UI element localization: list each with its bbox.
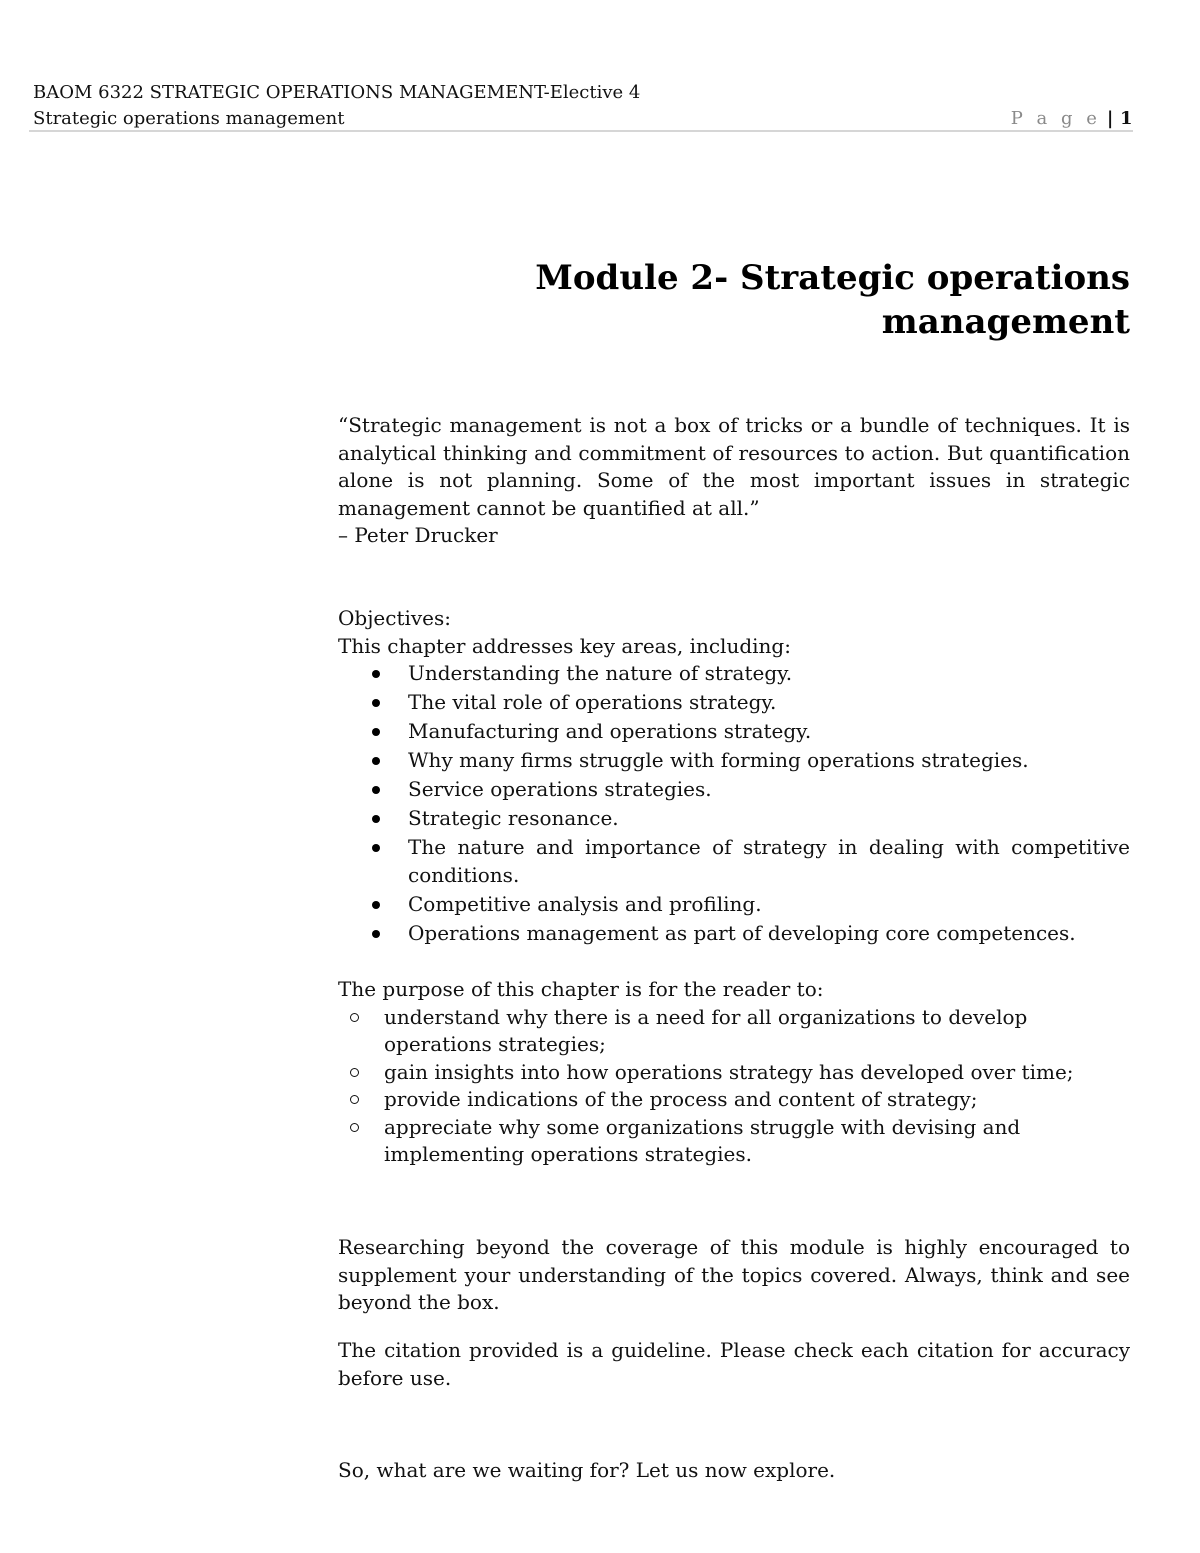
list-item-text: The nature and importance of strategy in dealing with competitive conditions.: [408, 835, 1130, 887]
quote-text: “Strategic management is not a box of tricks or a bundle of techniques. It is analytical thinking and commitment of resources to action. But quantification alone is not planning. Some of the most important issues in strategic management cannot be quantified at all.”: [338, 413, 1130, 520]
quote-author: – Peter Drucker: [338, 523, 498, 547]
list-item-text: Operations management as part of developing core competences.: [408, 920, 1076, 945]
closing-line: [338, 1457, 1130, 1485]
list-item: [338, 1114, 1130, 1169]
bullet-icon: [372, 786, 380, 794]
circle-bullet-icon: [350, 1123, 359, 1132]
bullet-icon: [372, 757, 380, 765]
list-item: [338, 689, 1130, 717]
purpose-intro: The purpose of this chapter is for the reader to:: [338, 977, 824, 1001]
quote-block: [338, 412, 1130, 550]
list-item: [338, 805, 1130, 833]
list-item: [338, 834, 1130, 889]
objectives-intro: This chapter addresses key areas, including:: [338, 633, 791, 658]
list-item: [338, 1059, 1130, 1087]
objectives-list: [338, 660, 1130, 947]
list-item: [338, 1004, 1130, 1059]
list-item-text: Manufacturing and operations strategy.: [408, 719, 812, 743]
page-label: P a g e: [1010, 108, 1101, 129]
list-item: [338, 1086, 1130, 1114]
circle-bullet-icon: [350, 1068, 359, 1077]
list-item-text: Why many firms struggle with forming operations strategies.: [408, 748, 1029, 772]
page-header: [33, 80, 1133, 132]
citation-note: [338, 1337, 1130, 1392]
list-item: [338, 660, 1130, 688]
bullet-icon: [372, 844, 380, 852]
list-item-text: Service operations strategies.: [408, 777, 712, 801]
list-item-text: Understanding the nature of strategy.: [408, 661, 793, 685]
list-item: [338, 776, 1130, 804]
circle-bullet-icon: [350, 1013, 359, 1022]
module-title: Module 2- Strategic operations management: [535, 258, 1130, 342]
closing-text: So, what are we waiting for? Let us now explore.: [338, 1458, 836, 1482]
list-item: [338, 920, 1130, 948]
header-divider: [29, 130, 1133, 132]
list-item: [338, 718, 1130, 746]
page-indicator: [1011, 106, 1133, 132]
list-item: [338, 747, 1130, 775]
bullet-icon: [372, 728, 380, 736]
objectives-section: [338, 605, 1130, 949]
header-second-row: [33, 106, 1133, 132]
research-note-text: Researching beyond the coverage of this module is highly encouraged to supplement your understanding of the topics covered. Always, think and see beyond the box.: [338, 1235, 1130, 1314]
document-subtitle: Strategic operations management: [33, 108, 345, 129]
course-title: BAOM 6322 STRATEGIC OPERATIONS MANAGEMENT-Elective 4: [33, 82, 641, 103]
circle-bullet-icon: [350, 1095, 359, 1104]
bullet-icon: [372, 670, 380, 678]
list-item-text: gain insights into how operations strategy has developed over time;: [384, 1059, 1074, 1084]
citation-note-text: The citation provided is a guideline. Please check each citation for accuracy before use.: [338, 1338, 1130, 1390]
list-item-text: appreciate why some organizations struggle with devising and implementing operations strategies.: [384, 1114, 1021, 1166]
page-separator: |: [1106, 108, 1114, 129]
list-item-text: Strategic resonance.: [408, 806, 619, 830]
bullet-icon: [372, 699, 380, 707]
bullet-icon: [372, 901, 380, 909]
list-item-text: understand why there is a need for all organizations to develop operations strategies;: [384, 1004, 1028, 1056]
research-note: [338, 1234, 1130, 1317]
purpose-list: [338, 1004, 1130, 1169]
list-item-text: Competitive analysis and profiling.: [408, 891, 762, 916]
page-number: 1: [1119, 108, 1133, 129]
list-item: [338, 891, 1130, 919]
list-item-text: provide indications of the process and content of strategy;: [384, 1087, 978, 1111]
objectives-heading: Objectives:: [338, 606, 452, 630]
bullet-icon: [372, 815, 380, 823]
purpose-section: [338, 976, 1130, 1169]
list-item-text: The vital role of operations strategy.: [408, 690, 777, 714]
bullet-icon: [372, 930, 380, 938]
